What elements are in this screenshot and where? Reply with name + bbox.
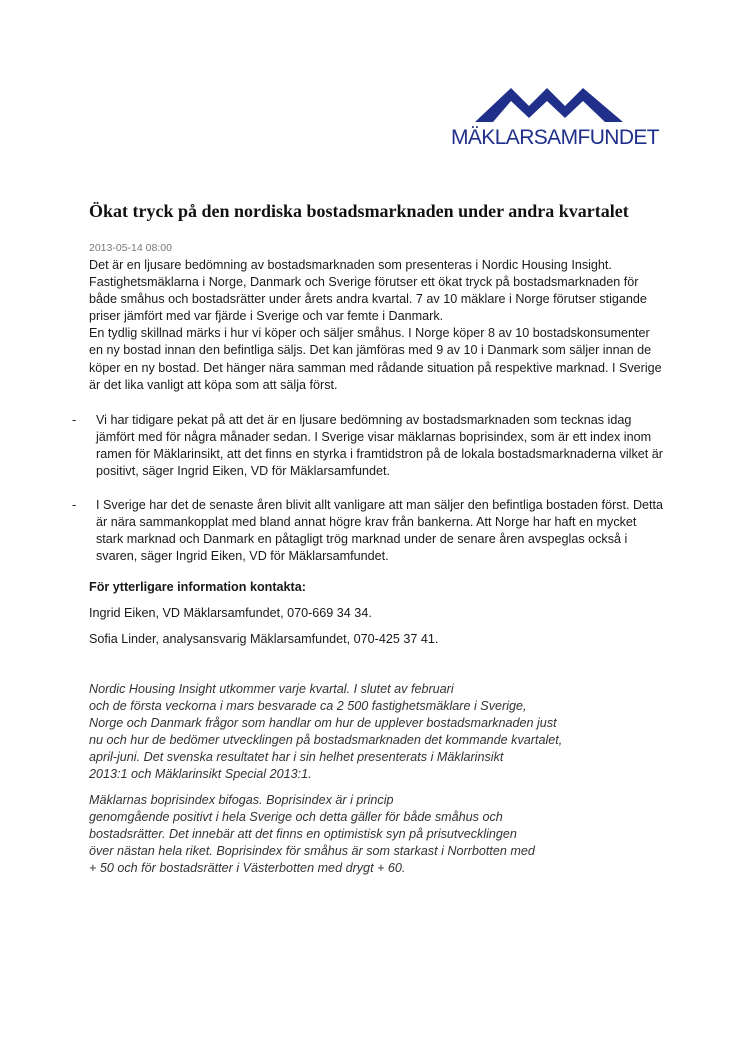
index-note [89, 792, 649, 877]
bullet-dash: - [72, 413, 77, 427]
roofs-logo-icon [471, 86, 641, 124]
quote-text: Vi har tidigare pekat på att det är en ljusare bedömning av bostadsmarknaden som tecknas idag jämfört med för några månader sedan. I Sverige visar mäklarnas boprisindex, som är ett index inom ramen för Mäklarinsikt, att det finns en styrka i framtidstron på de lokala bostadsmarknaderna vilket är positivt, säger Ingrid Eiken, VD för Mäklarsamfundet. [96, 413, 663, 479]
note-line: Nordic Housing Insight utkommer varje kvartal. I slutet av februari [89, 682, 454, 696]
intro-text: Det är en ljusare bedömning av bostadsmarknaden som presenteras i Nordic Housing Insight. Fastighetsmäklarna i Norge, Danmark och Sverige förutser ett ökat tryck på bostadsmarknaden för både småhus och bostadsrätter under årets andra kvartal. 7 av 10 mäklare i Norge förutser stigande priser jämfört med var fjärde i Sverige och var femte i Danmark. [89, 258, 647, 324]
note-line: över nästan hela riket. Boprisindex för småhus är som starkast i Norrbotten med [89, 844, 535, 859]
quote-item [72, 497, 664, 567]
note-line: och de första veckorna i mars besvarade ca 2 500 fastighetsmäklare i Sverige, [89, 699, 527, 714]
note-line: nu och hur de bedömer utvecklingen på bostadsmarknaden det kommande kvartalet, [89, 733, 563, 748]
note-line: 2013:1 och Mäklarinsikt Special 2013:1. [89, 767, 312, 782]
contact-person: Sofia Linder, analysansvarig Mäklarsamfundet, 070-425 37 41. [89, 632, 439, 646]
note-line: april-juni. Det svenska resultatet har i sin helhet presenterats i Mäklarinsikt [89, 750, 504, 765]
note-line: bostadsrätter. Det innebär att det finns en optimistisk syn på prisutvecklingen [89, 827, 517, 842]
note-line: genomgående positivt i hela Sverige och detta gäller för både småhus och [89, 810, 503, 825]
quote-item [72, 412, 664, 482]
bullet-dash: - [72, 498, 77, 512]
contact-person: Ingrid Eiken, VD Mäklarsamfundet, 070-669 34 34. [89, 606, 372, 620]
page-title: Ökat tryck på den nordiska bostadsmarknaden under andra kvartalet [89, 201, 629, 221]
logo-wordmark: MÄKLARSAMFUNDET [451, 126, 660, 149]
note-line: Mäklarnas boprisindex bifogas. Boprisindex är i princip [89, 793, 394, 807]
quote-text: I Sverige har det de senaste åren blivit allt vanligare att man säljer den befintliga bostaden först. Detta är nära sammankopplat med bland annat högre krav från bankerna. Att Norge har haft en mycket stark marknad och Danmark en påtagligt trög marknad under de senare åren avspeglas också i svaren, säger Ingrid Eiken, VD för Mäklarsamfundet. [96, 498, 664, 564]
survey-note [89, 681, 649, 784]
second-paragraph: En tydlig skillnad märks i hur vi köper och säljer småhus. I Norge köper 8 av 10 bostadskonsumenter en ny bostad innan den befintliga säljs. Det kan jämföras med 9 av 10 i Danmark som säljer innan de köper en ny bostad. Det hänger nära samman med rådande situation på respektive marknad. I Sverige är det lika vanligt att köpa som att sälja först. [89, 326, 662, 392]
note-line: + 50 och för bostadsrätter i Västerbotten med drygt + 60. [89, 861, 406, 876]
maklarsamfundet-logo [451, 86, 659, 150]
intro-paragraph [89, 257, 664, 394]
note-line: Norge och Danmark frågor som handlar om hur de upplever bostadsmarknaden just [89, 716, 557, 731]
contact-heading: För ytterligare information kontakta: [89, 580, 306, 594]
publish-date: 2013-05-14 08:00 [89, 242, 172, 254]
